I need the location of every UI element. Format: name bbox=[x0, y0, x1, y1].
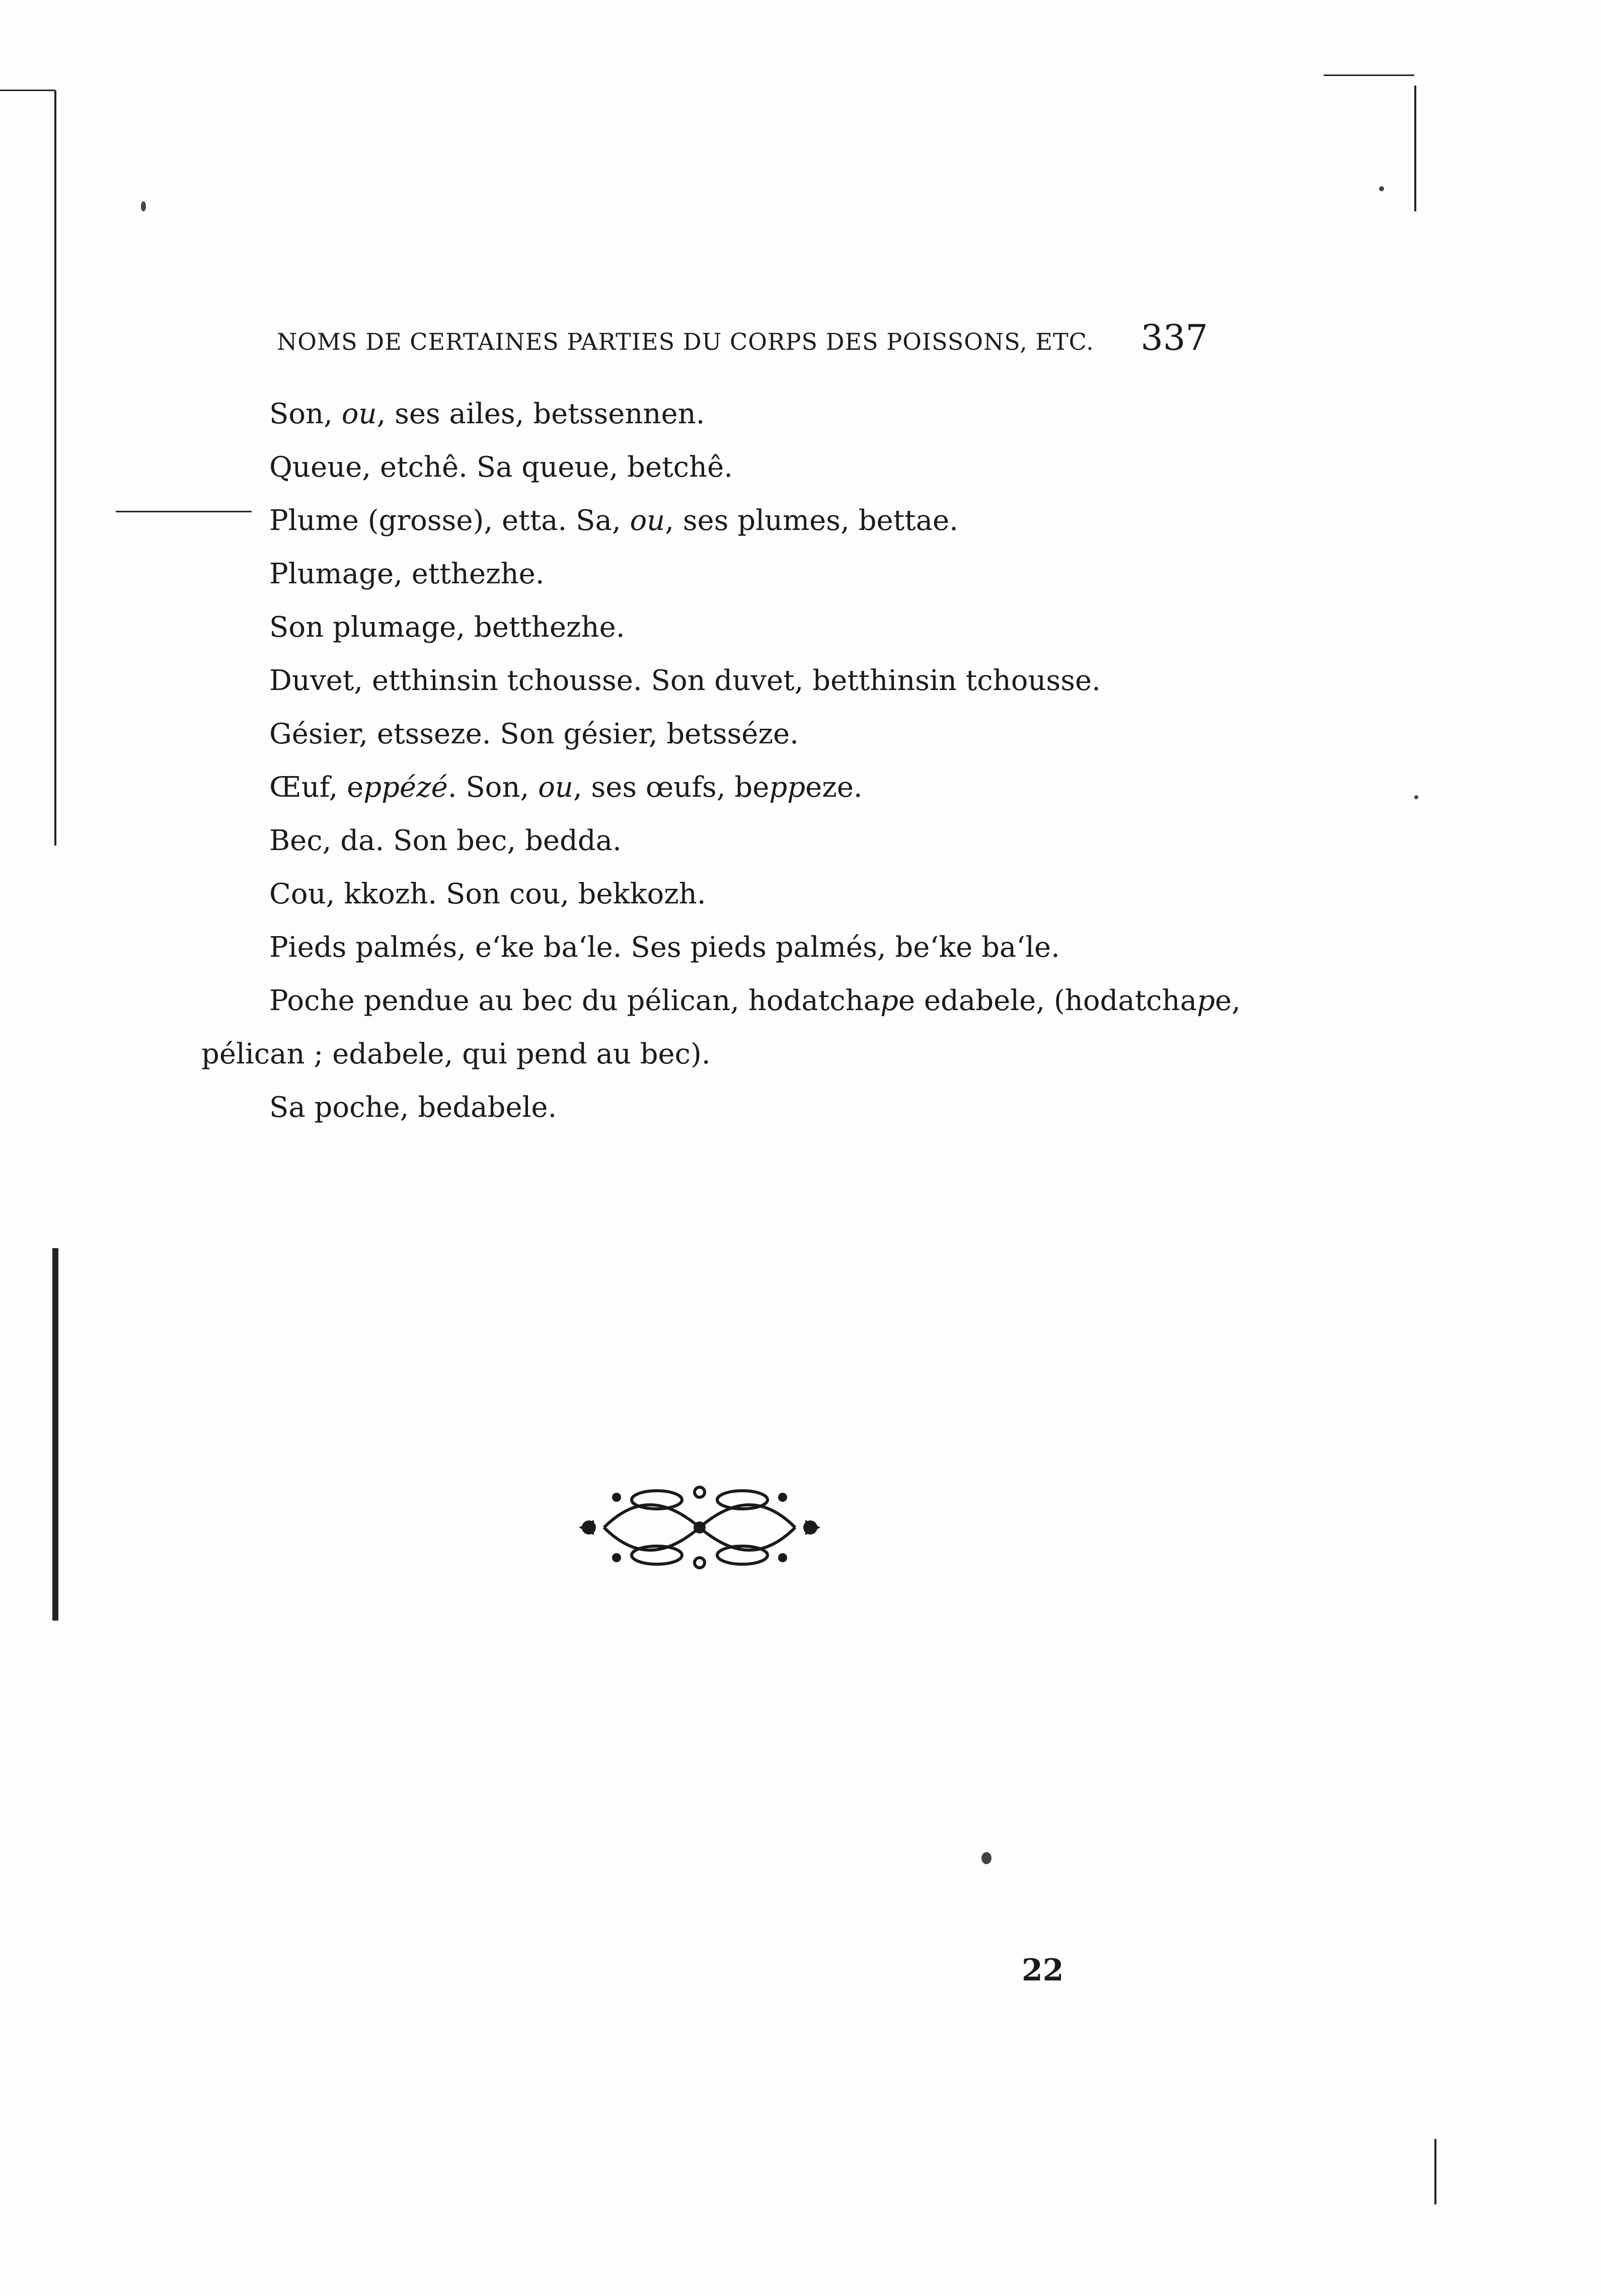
top-left-edge-line bbox=[0, 90, 55, 91]
top-right-edge-line bbox=[1324, 74, 1414, 76]
speck bbox=[141, 201, 146, 211]
bottom-right-rule bbox=[1434, 2139, 1436, 2204]
speck bbox=[981, 1852, 992, 1864]
list-item: Œuf, eppézé. Son, ou, ses œufs, beppeze. bbox=[269, 771, 863, 804]
list-item: Son, ou, ses ailes, betssennen. bbox=[269, 398, 705, 430]
signature-mark: 22 bbox=[1022, 1953, 1064, 1988]
running-head: NOMS DE CERTAINES PARTIES DU CORPS DES POISSONS, ETC. bbox=[277, 328, 1094, 355]
list-item: Son plumage, betthezhe. bbox=[269, 611, 625, 644]
vocabulary-list bbox=[201, 388, 1241, 1134]
page-number: 337 bbox=[1140, 317, 1208, 358]
list-item: Plumage, etthezhe. bbox=[269, 558, 545, 590]
speck bbox=[1379, 186, 1384, 191]
list-item-continuation: pélican ; edabele, qui pend au bec). bbox=[201, 1038, 711, 1070]
list-item: Plume (grosse), etta. Sa, ou, ses plumes, bettae. bbox=[269, 504, 958, 537]
ornament-flourish-icon bbox=[574, 1477, 825, 1578]
list-item: Bec, da. Son bec, bedda. bbox=[269, 824, 622, 857]
speck bbox=[1414, 795, 1418, 799]
list-item: Poche pendue au bec du pélican, hodatchape edabele, (hodatchape, bbox=[269, 984, 1241, 1017]
list-item: Cou, kkozh. Son cou, bekkozh. bbox=[269, 878, 706, 910]
left-margin-rule-thick bbox=[52, 1248, 58, 1621]
list-item: Pieds palmés, e‘ke ba‘le. Ses pieds palmés, be‘ke ba‘le. bbox=[269, 931, 1060, 964]
list-item: Queue, etchê. Sa queue, betchê. bbox=[269, 451, 733, 484]
list-item: Sa poche, bedabele. bbox=[269, 1091, 557, 1124]
right-margin-rule bbox=[1414, 86, 1416, 211]
list-item: Gésier, etsseze. Son gésier, betsséze. bbox=[269, 718, 799, 750]
left-margin-rule bbox=[54, 91, 56, 846]
page-header bbox=[277, 317, 1208, 362]
list-item: Duvet, etthinsin tchousse. Son duvet, betthinsin tchousse. bbox=[269, 664, 1101, 697]
